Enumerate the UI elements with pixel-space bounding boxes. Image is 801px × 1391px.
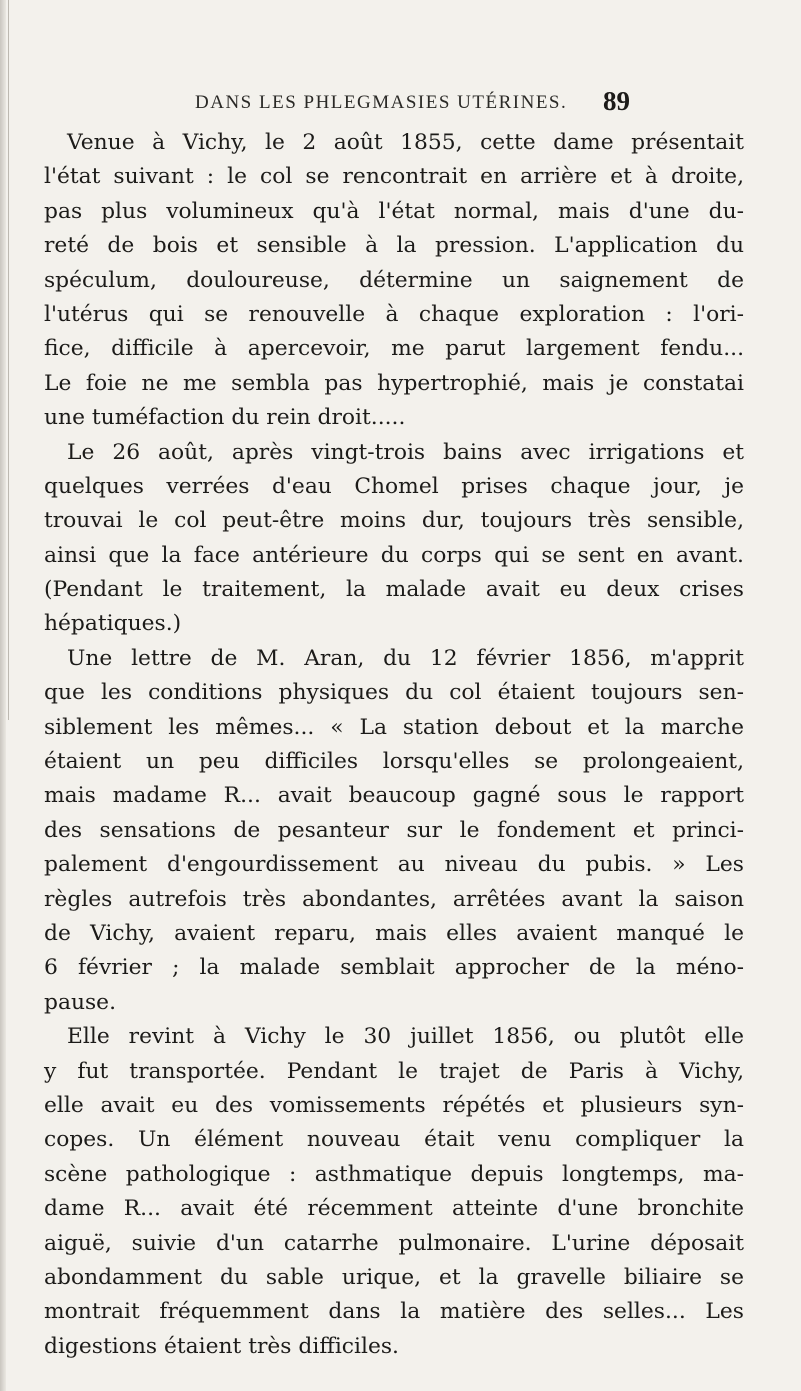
text-line: dame R... avait été récemment atteinte d'une bronchite: [44, 1196, 744, 1222]
running-head: [0, 86, 801, 120]
text-line: y fut transportée. Pendant le trajet de Paris à Vichy,: [44, 1058, 744, 1084]
text-line: abondamment du sable urique, et la gravelle biliaire se: [44, 1264, 744, 1290]
body-text: [44, 126, 744, 1364]
text-line: hépatiques.): [44, 611, 182, 637]
text-line: l'état suivant : le col se rencontrait en arrière et à droite,: [44, 164, 744, 190]
text-line: montrait fréquemment dans la matière des selles... Les: [44, 1299, 744, 1325]
running-title: DANS LES PHLEGMASIES UTÉRINES.: [195, 92, 568, 113]
text-line: copes. Un élément nouveau était venu compliquer la: [44, 1127, 744, 1153]
text-line: de Vichy, avaient reparu, mais elles avaient manqué le: [44, 920, 744, 946]
text-line: pas plus volumineux qu'à l'état normal, mais d'une du-: [44, 198, 744, 224]
text-line: elle avait eu des vomissements répétés et plusieurs syn-: [44, 1092, 744, 1118]
text-line: fice, difficile à apercevoir, me parut largement fendu...: [44, 336, 744, 362]
text-line: Elle revint à Vichy le 30 juillet 1856, ou plutôt elle: [67, 1024, 744, 1050]
text-line: quelques verrées d'eau Chomel prises chaque jour, je: [44, 473, 744, 499]
text-line: étaient un peu difficiles lorsqu'elles se prolongeaient,: [44, 749, 744, 775]
text-line: Venue à Vichy, le 2 août 1855, cette dame présentait: [67, 130, 744, 155]
page-binding-edge: [0, 0, 6, 1391]
text-line: mais madame R... avait beaucoup gagné sous le rapport: [44, 783, 744, 809]
text-line: digestions étaient très difficiles.: [44, 1333, 399, 1359]
text-line: pause.: [44, 989, 116, 1015]
text-line: Le 26 août, après vingt-trois bains avec irrigations et: [67, 439, 744, 465]
text-line: palement d'engourdissement au niveau du pubis. » Les: [44, 852, 744, 878]
text-line: ainsi que la face antérieure du corps qui se sent en avant.: [44, 542, 744, 568]
text-line: reté de bois et sensible à la pression. L'application du: [44, 233, 744, 259]
text-line: Le foie ne me sembla pas hypertrophié, mais je constatai: [44, 370, 744, 396]
text-line: Une lettre de M. Aran, du 12 février 1856, m'apprit: [67, 645, 744, 671]
text-line: des sensations de pesanteur sur le fondement et princi-: [44, 817, 744, 843]
text-line: 6 février ; la malade semblait approcher de la méno-: [44, 955, 744, 981]
text-line: que les conditions physiques du col étaient toujours sen-: [44, 680, 744, 706]
text-line: l'utérus qui se renouvelle à chaque exploration : l'ori-: [44, 301, 744, 327]
text-line: siblement les mêmes... « La station debout et la marche: [44, 714, 744, 740]
text-line: trouvai le col peut-être moins dur, toujours très sensible,: [44, 508, 744, 534]
text-line: scène pathologique : asthmatique depuis longtemps, ma-: [44, 1161, 744, 1187]
page-number: 89: [603, 86, 630, 116]
text-line: une tuméfaction du rein droit.....: [44, 405, 406, 431]
text-line: (Pendant le traitement, la malade avait eu deux crises: [44, 577, 744, 603]
text-line: aiguë, suivie d'un catarrhe pulmonaire. L'urine déposait: [44, 1230, 744, 1256]
text-line: spéculum, douloureuse, détermine un saignement de: [44, 267, 744, 293]
text-line: règles autrefois très abondantes, arrêtées avant la saison: [44, 886, 744, 912]
